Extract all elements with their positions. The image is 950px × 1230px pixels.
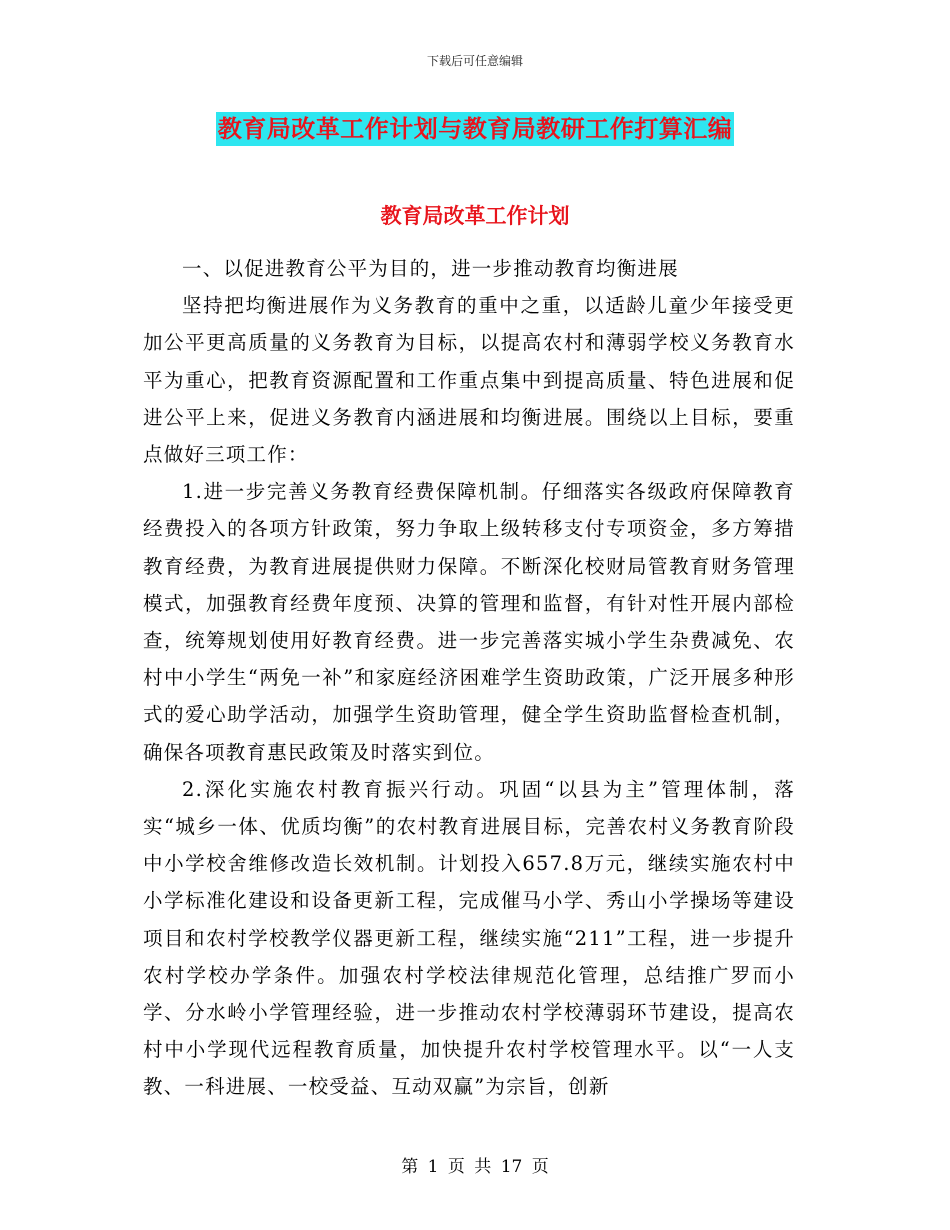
heading-paragraph: 一、以促进教育公平为目的，进一步推动教育均衡进展 <box>182 257 679 280</box>
section-title: 教育局改革工作计划 <box>380 203 570 228</box>
page-number-footer: 第 1 页 共 17 页 <box>401 1157 549 1177</box>
body-paragraph: 1.进一步完善义务教育经费保障机制。仔细落实各级政府保障教育经费投入的各项方针政策，努力争取上级转移支付专项资金，多方筹措教育经费，为教育进展提供财力保障。不断深化校财局管教育财务管理模式，加强教育经费年度预、决算的管理和监督，有针对性开展内部检查，统筹规划使用好教育经费。进一步完善落实城小学生杂费减免、农村中小学生“两免一补”和家庭经济困难学生资助政策，广泛开展多种形式的爱心助学活动，加强学生资助管理，健全学生资助监督检查机制，确保各项教育惠民政策及时落实到位。 <box>143 480 795 764</box>
header-note: 下载后可任意编辑 <box>426 54 523 68</box>
document-title: 教育局改革工作计划与教育局教研工作打算汇编 <box>216 112 735 146</box>
document-body <box>143 250 795 1106</box>
body-paragraph: 2.深化实施农村教育振兴行动。巩固“以县为主”管理体制，落实“城乡一体、优质均衡”的农村教育进展目标，完善农村义务教育阶段中小学校舍维修改造长效机制。计划投入657.8万元，继续实施农村中小学标准化建设和设备更新工程，完成催马小学、秀山小学操场等建设项目和农村学校教学仪器更新工程，继续实施“211”工程，进一步提升农村学校办学条件。加强农村学校法律规范化管理，总结推广罗而小学、分水岭小学管理经验，进一步推动农村学校薄弱环节建设，提高农村中小学现代远程教育质量，加快提升农村学校管理水平。以“一人支教、一科进展、一校受益、互动双赢”为宗旨，创新 <box>143 777 795 1099</box>
body-paragraph: 坚持把均衡进展作为义务教育的重中之重，以适龄儿童少年接受更加公平更高质量的义务教育为目标，以提高农村和薄弱学校义务教育水平为重心，把教育资源配置和工作重点集中到提高质量、特色进展和促进公平上来，促进义务教育内涵进展和均衡进展。围绕以上目标，要重点做好三项工作： <box>143 294 795 467</box>
document-title-container <box>0 112 950 146</box>
